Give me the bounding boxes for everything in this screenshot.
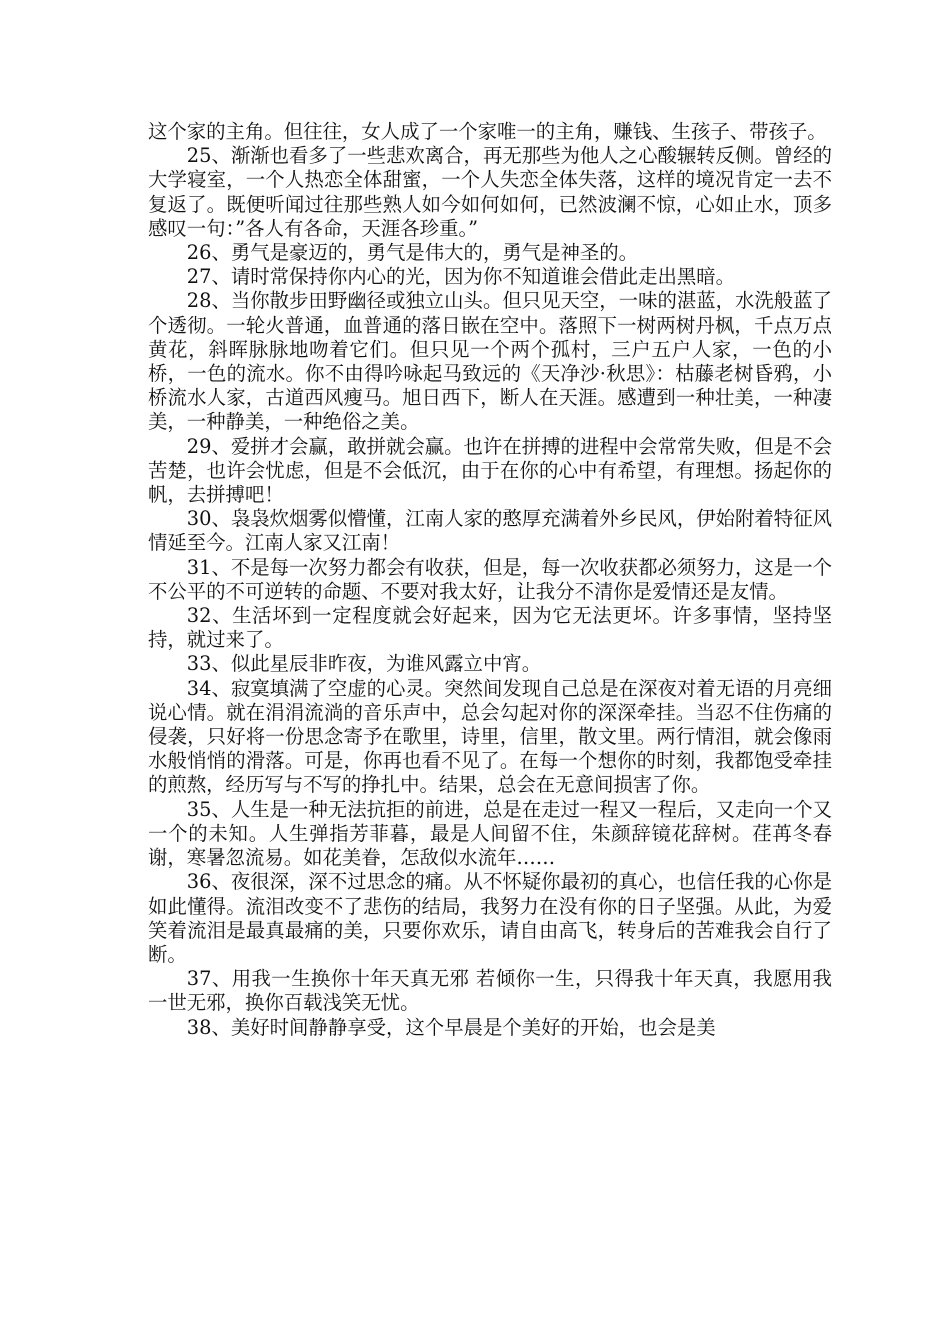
paragraph-31: 31、不是每一次努力都会有收获，但是，每一次收获都必须努力，这是一个不公平的不可逆转的命题、不要对我太好，让我分不清你是爱情还是友情。 — [148, 555, 832, 603]
paragraph-30: 30、袅袅炊烟雾似懵懂，江南人家的憨厚充满着外乡民风，伊始附着特征风情延至今。江南人家又江南！ — [148, 507, 832, 555]
paragraph-35: 35、人生是一种无法抗拒的前进，总是在走过一程又一程后，又走向一个又一个的未知。人生弹指芳菲暮，最是人间留不住，朱颜辞镜花辞树。荏苒冬春谢，寒暑忽流易。如花美眷，怎敌似水流年…… — [148, 797, 832, 870]
paragraph-25: 25、渐渐也看多了一些悲欢离合，再无那些为他人之心酸辗转反侧。曾经的大学寝室，一个人热恋全体甜蜜，一个人失恋全体失落，这样的境况肯定一去不复返了。既便听闻过往那些熟人如今如何如何，已然波澜不惊，心如止水，顶多感叹一句：”各人有各命，天涯各珍重。” — [148, 144, 832, 240]
paragraph-continuation: 这个家的主角。但往往，女人成了一个家唯一的主角，赚钱、生孩子、带孩子。 — [148, 120, 827, 143]
paragraph-34: 34、寂寞填满了空虚的心灵。突然间发现自己总是在深夜对着无语的月亮细说心情。就在涓涓流淌的音乐声中，总会勾起对你的深深牵挂。当忍不住伤痛的侵袭，只好将一份思念寄予在歌里，诗里，信里，散文里。两行情泪，就会像雨水般悄悄的滑落。可是，你再也看不见了。在每一个想你的时刻，我都饱受牵挂的煎熬，经历写与不写的挣扎中。结果，总会在无意间损害了你。 — [148, 676, 832, 797]
paragraph-38: 38、美好时间静静享受，这个早晨是个美好的开始，也会是美 — [186, 1015, 716, 1039]
paragraph-37: 37、用我一生换你十年天真无邪 若倾你一生，只得我十年天真，我愿用我一世无邪，换你百载浅笑无忧。 — [148, 967, 832, 1015]
paragraph-33: 33、似此星辰非昨夜，为谁风露立中宵。 — [186, 652, 542, 676]
document-body — [148, 120, 832, 1040]
paragraph-28: 28、当你散步田野幽径或独立山头。但只见天空，一味的湛蓝，水洗般蓝了个透彻。一轮火普通，血普通的落日嵌在空中。落照下一树两树丹枫，千点万点黄花，斜晖脉脉地吻着它们。但只见一个两个孤村，三户五户人家，一色的小桥，一色的流水。你不由得吟咏起马致远的《天净沙·秋思》：枯藤老树昏鸦，小桥流水人家，古道西风瘦马。旭日西下，断人在天涯。感遭到一种壮美，一种凄美，一种静美，一种绝俗之美。 — [148, 289, 832, 434]
paragraph-27: 27、请时常保持你内心的光，因为你不知道谁会借此走出黑暗。 — [186, 265, 736, 289]
paragraph-29: 29、爱拼才会赢，敢拼就会赢。也许在拼搏的进程中会常常失败，但是不会苦楚，也许会忧虑，但是不会低沉，由于在你的心中有希望，有理想。扬起你的帆，去拼搏吧！ — [148, 434, 832, 507]
paragraph-36: 36、夜很深，深不过思念的痛。从不怀疑你最初的真心，也信任我的心你是如此懂得。流泪改变不了悲伤的结局，我努力在没有你的日子坚强。从此，为爱笑着流泪是最真最痛的美，只要你欢乐，请自由高飞，转身后的苦难我会自行了断。 — [148, 870, 832, 966]
paragraph-32: 32、生活坏到一定程度就会好起来，因为它无法更坏。许多事情，坚持坚持，就过来了。 — [148, 604, 832, 652]
paragraph-26: 26、勇气是豪迈的，勇气是伟大的，勇气是神圣的。 — [186, 241, 639, 265]
